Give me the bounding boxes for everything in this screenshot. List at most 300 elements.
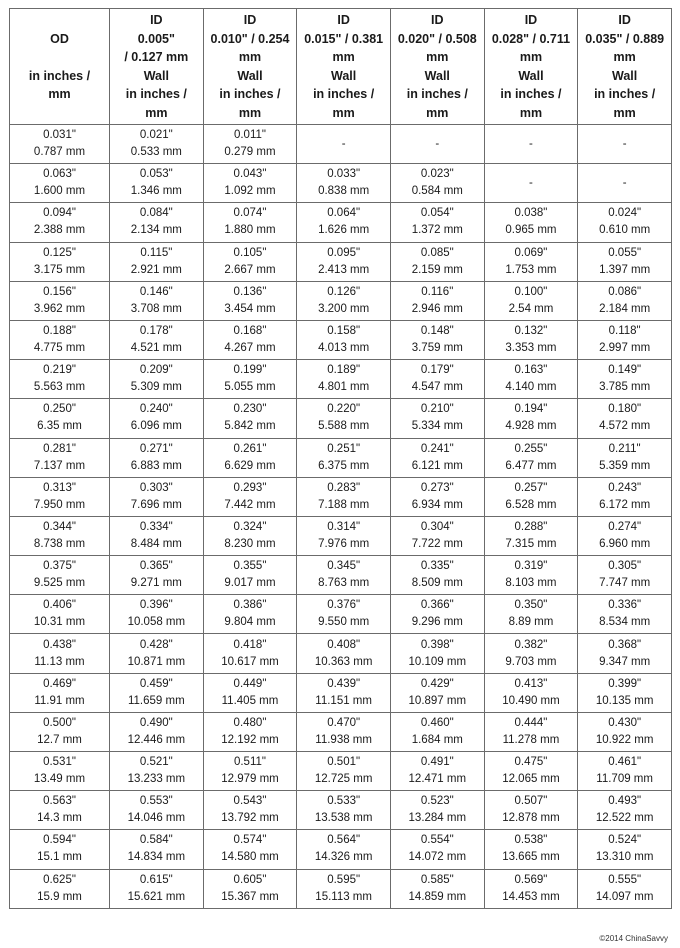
wall-cell xyxy=(110,673,204,712)
wall-cell xyxy=(203,360,297,399)
value-inches: 0.179" xyxy=(420,364,454,377)
value-mm: 3.785 mm xyxy=(599,381,651,394)
value-mm: 10.363 mm xyxy=(314,655,373,668)
wall-cell xyxy=(484,752,578,791)
wall-cell xyxy=(110,438,204,477)
value-inches: 0.168" xyxy=(233,325,267,338)
value-inches: 0.023" xyxy=(420,168,454,181)
value-inches: 0.188" xyxy=(43,325,76,338)
value-inches: 0.219" xyxy=(43,364,76,377)
value-mm: 2.997 mm xyxy=(599,342,651,355)
header-line: mm xyxy=(519,50,543,64)
wall-cell xyxy=(578,438,672,477)
wall-cell xyxy=(203,712,297,751)
wall-cell xyxy=(297,438,391,477)
wall-cell xyxy=(110,399,204,438)
value-mm: 13.310 mm xyxy=(595,851,654,864)
value-inches: 0.313" xyxy=(43,481,76,494)
wall-cell xyxy=(484,438,578,477)
header-line: Wall xyxy=(612,68,638,83)
value-mm: 2.54 mm xyxy=(508,302,554,315)
value-mm: 0.610 mm xyxy=(599,224,651,237)
table-row xyxy=(10,242,672,281)
value-inches: 0.523" xyxy=(420,795,454,808)
value-mm: 6.934 mm xyxy=(411,498,463,511)
value-inches: 0.146" xyxy=(139,285,173,298)
value-mm: 2.667 mm xyxy=(224,263,276,276)
value-inches: 0.480" xyxy=(233,716,267,729)
value-mm: 12.192 mm xyxy=(221,733,279,746)
wall-cell xyxy=(110,830,204,869)
wall-cell xyxy=(110,595,204,634)
value-mm: 13.538 mm xyxy=(314,812,373,825)
wall-cell xyxy=(390,556,484,595)
wall-cell xyxy=(484,125,578,164)
value-inches: 0.324" xyxy=(233,520,267,533)
value-inches: 0.084" xyxy=(139,207,173,220)
header-line: mm xyxy=(426,50,449,64)
header-id-4 xyxy=(390,9,484,125)
value-inches: 0.069" xyxy=(514,246,548,259)
value-inches: 0.355" xyxy=(233,560,267,573)
value-mm: 8.103 mm xyxy=(505,577,557,590)
value-mm: 8.230 mm xyxy=(224,537,276,550)
wall-cell xyxy=(390,712,484,751)
value-mm: 0.279 mm xyxy=(224,146,276,159)
value-mm: 2.946 mm xyxy=(411,302,463,315)
value-mm: 8.484 mm xyxy=(130,537,182,550)
table-row xyxy=(10,673,672,712)
header-line: Wall xyxy=(143,68,169,83)
value-inches: 0.011" xyxy=(233,129,266,142)
value-inches: 0.158" xyxy=(327,325,361,338)
value-inches: 0.335" xyxy=(420,560,454,573)
od-cell xyxy=(10,477,110,516)
value-inches: 0.491" xyxy=(420,756,454,769)
value-inches: 0.533" xyxy=(327,795,361,808)
value-mm: 1.372 mm xyxy=(411,224,463,237)
value-inches: 0.543" xyxy=(233,795,267,808)
value-inches: 0.194" xyxy=(514,403,548,416)
wall-cell xyxy=(484,242,578,281)
value-mm: 5.055 mm xyxy=(224,381,276,394)
wall-cell xyxy=(297,320,391,359)
value-mm: 3.962 mm xyxy=(33,302,86,315)
value-mm: 11.405 mm xyxy=(221,694,279,707)
wall-cell xyxy=(203,634,297,673)
value-mm: 6.172 mm xyxy=(599,498,651,511)
value-mm: 5.842 mm xyxy=(224,420,276,433)
value-mm: 1.684 mm xyxy=(411,733,463,746)
value-mm: 4.013 mm xyxy=(318,342,370,355)
value-inches: 0.156" xyxy=(43,285,76,298)
value-inches: 0.334" xyxy=(139,520,173,533)
value-mm: 7.696 mm xyxy=(130,498,182,511)
value-mm: 4.775 mm xyxy=(33,342,86,355)
value-mm: 15.1 mm xyxy=(37,851,82,864)
value-inches: 0.273" xyxy=(420,481,454,494)
value-inches: 0.021" xyxy=(139,129,173,142)
value-mm: 3.200 mm xyxy=(318,302,370,315)
header-id-1 xyxy=(110,9,204,125)
table-row xyxy=(10,164,672,203)
value-inches: 0.288" xyxy=(514,520,548,533)
value-mm: 15.113 mm xyxy=(315,890,372,903)
value-mm: 1.346 mm xyxy=(130,185,182,198)
wall-cell xyxy=(484,673,578,712)
wall-cell xyxy=(203,399,297,438)
value-inches: 0.105" xyxy=(233,246,267,259)
value-mm: 5.359 mm xyxy=(599,459,651,472)
header-line xyxy=(10,48,109,67)
value-mm: 11.659 mm xyxy=(127,694,185,707)
copyright-credit: ©2014 ChinaSavvy xyxy=(599,934,668,943)
table-row xyxy=(10,791,672,830)
wall-cell xyxy=(110,320,204,359)
value-inches: 0.490" xyxy=(139,716,173,729)
value-mm: 10.31 mm xyxy=(33,616,86,629)
header-id-2 xyxy=(203,9,297,125)
value-mm: 6.629 mm xyxy=(224,459,276,472)
value-inches: 0.211" xyxy=(608,442,641,455)
value-inches: 0.163" xyxy=(514,364,548,377)
od-cell xyxy=(10,438,110,477)
wall-cell xyxy=(110,477,204,516)
value-mm: 8.763 mm xyxy=(318,577,370,590)
value-mm: 7.747 mm xyxy=(599,577,651,590)
value-mm: 10.058 mm xyxy=(127,616,186,629)
wall-cell xyxy=(297,360,391,399)
od-cell xyxy=(10,164,110,203)
value-mm: 1.397 mm xyxy=(599,263,651,276)
value-inches: 0.136" xyxy=(233,285,267,298)
value-inches: 0.251" xyxy=(327,442,361,455)
value-mm: 14.834 mm xyxy=(127,851,186,864)
value-inches: 0.314" xyxy=(327,520,361,533)
value-inches: 0.303" xyxy=(139,481,173,494)
header-line: in inches / xyxy=(28,68,91,83)
table-row xyxy=(10,360,672,399)
value-mm: 14.072 mm xyxy=(408,851,467,864)
table-row xyxy=(10,399,672,438)
value-inches: 0.189" xyxy=(327,364,361,377)
value-inches: 0.148" xyxy=(420,325,454,338)
value-mm: 9.550 mm xyxy=(318,616,370,629)
value-mm: 15.9 mm xyxy=(37,890,82,903)
header-id-5 xyxy=(484,9,578,125)
wall-cell xyxy=(110,516,204,555)
od-cell xyxy=(10,869,110,908)
wall-cell xyxy=(203,830,297,869)
wall-cell xyxy=(203,125,297,164)
header-line: Wall xyxy=(237,68,263,83)
wall-cell xyxy=(390,869,484,908)
table-row xyxy=(10,869,672,908)
value-mm: 4.521 mm xyxy=(130,342,182,355)
value-mm: 3.759 mm xyxy=(411,342,463,355)
value-inches: 0.521" xyxy=(139,756,173,769)
value-mm: 14.3 mm xyxy=(37,812,82,825)
wall-cell xyxy=(110,203,204,242)
table-row xyxy=(10,320,672,359)
wall-cell xyxy=(203,752,297,791)
header-line: ID xyxy=(524,13,538,27)
table-row xyxy=(10,595,672,634)
value-inches: 0.304" xyxy=(420,520,454,533)
value-inches: 0.255" xyxy=(514,442,548,455)
empty-dash: - xyxy=(529,137,533,150)
value-mm: 0.533 mm xyxy=(130,146,182,159)
value-inches: 0.031" xyxy=(43,129,76,142)
value-mm: 14.326 mm xyxy=(314,851,373,864)
wall-cell xyxy=(578,830,672,869)
wall-cell xyxy=(297,477,391,516)
value-inches: 0.408" xyxy=(327,638,361,651)
value-inches: 0.118" xyxy=(608,325,641,338)
value-inches: 0.240" xyxy=(139,403,173,416)
value-mm: 9.347 mm xyxy=(599,655,651,668)
wall-cell xyxy=(390,830,484,869)
wall-cell xyxy=(484,791,578,830)
wall-cell xyxy=(203,438,297,477)
wall-cell xyxy=(203,556,297,595)
wall-cell xyxy=(390,203,484,242)
value-inches: 0.475" xyxy=(514,756,548,769)
wall-cell xyxy=(110,869,204,908)
value-inches: 0.220" xyxy=(327,403,361,416)
wall-cell xyxy=(484,634,578,673)
wall-cell xyxy=(484,477,578,516)
value-inches: 0.293" xyxy=(233,481,267,494)
value-inches: 0.595" xyxy=(327,873,361,886)
value-inches: 0.366" xyxy=(420,599,454,612)
value-inches: 0.344" xyxy=(43,520,76,533)
header-line: mm xyxy=(238,50,262,64)
value-inches: 0.336" xyxy=(608,599,642,612)
tube-size-table xyxy=(9,8,672,909)
wall-cell xyxy=(203,203,297,242)
value-mm: 0.584 mm xyxy=(411,185,463,198)
value-inches: 0.365" xyxy=(139,560,173,573)
value-inches: 0.100" xyxy=(514,285,548,298)
value-mm: 8.89 mm xyxy=(508,616,554,629)
value-mm: 8.509 mm xyxy=(411,577,463,590)
wall-cell xyxy=(578,516,672,555)
wall-cell xyxy=(110,556,204,595)
value-inches: 0.396" xyxy=(139,599,173,612)
wall-cell xyxy=(390,477,484,516)
value-inches: 0.149" xyxy=(608,364,642,377)
value-inches: 0.574" xyxy=(233,834,267,847)
header-line: OD xyxy=(50,31,69,46)
wall-cell xyxy=(484,399,578,438)
value-mm: 14.097 mm xyxy=(595,890,654,903)
wall-cell xyxy=(203,791,297,830)
value-inches: 0.625" xyxy=(43,873,76,886)
value-mm: 5.588 mm xyxy=(318,420,370,433)
value-inches: 0.095" xyxy=(327,246,361,259)
value-mm: 14.046 mm xyxy=(127,812,186,825)
table-row xyxy=(10,556,672,595)
value-mm: 10.490 mm xyxy=(502,694,560,707)
value-mm: 13.665 mm xyxy=(502,851,560,864)
value-mm: 4.928 mm xyxy=(505,420,557,433)
value-mm: 6.375 mm xyxy=(318,459,370,472)
value-inches: 0.064" xyxy=(327,207,361,220)
header-line: ID xyxy=(243,13,257,27)
value-inches: 0.178" xyxy=(139,325,173,338)
wall-cell xyxy=(297,869,391,908)
wall-cell xyxy=(297,791,391,830)
od-cell xyxy=(10,634,110,673)
value-inches: 0.429" xyxy=(420,677,454,690)
header-line: mm xyxy=(613,50,636,64)
value-mm: 3.353 mm xyxy=(505,342,557,355)
wall-cell xyxy=(484,320,578,359)
header-line: 0.028" / 0.711 xyxy=(491,31,571,46)
value-mm: 5.334 mm xyxy=(411,420,463,433)
wall-cell xyxy=(203,673,297,712)
header-od xyxy=(10,9,110,125)
value-mm: 2.184 mm xyxy=(599,302,651,315)
header-line: in inches / xyxy=(594,87,656,101)
value-inches: 0.500" xyxy=(43,716,76,729)
header-line: ID xyxy=(150,13,163,27)
wall-cell xyxy=(578,595,672,634)
value-inches: 0.531" xyxy=(43,756,76,769)
value-inches: 0.511" xyxy=(233,756,266,769)
wall-cell xyxy=(390,281,484,320)
value-mm: 11.278 mm xyxy=(502,733,560,746)
header-line: ID xyxy=(431,13,444,27)
header-line: in inches / xyxy=(219,87,281,101)
table-row xyxy=(10,752,672,791)
value-mm: 13.49 mm xyxy=(33,773,86,786)
value-mm: 9.804 mm xyxy=(224,616,276,629)
value-mm: 1.880 mm xyxy=(224,224,276,237)
value-inches: 0.386" xyxy=(233,599,267,612)
wall-cell xyxy=(297,242,391,281)
value-inches: 0.507" xyxy=(514,795,548,808)
table-row xyxy=(10,477,672,516)
header-line: Wall xyxy=(518,68,544,83)
wall-cell xyxy=(390,242,484,281)
value-inches: 0.569" xyxy=(514,873,548,886)
value-mm: 7.137 mm xyxy=(33,459,86,472)
wall-cell xyxy=(578,791,672,830)
value-inches: 0.210" xyxy=(420,403,454,416)
value-inches: 0.116" xyxy=(421,285,454,298)
wall-cell xyxy=(578,125,672,164)
wall-cell xyxy=(484,556,578,595)
header-line: in inches / xyxy=(313,87,375,101)
header-line: in inches / xyxy=(406,87,468,101)
value-mm: 7.722 mm xyxy=(411,537,463,550)
value-inches: 0.449" xyxy=(233,677,267,690)
od-cell xyxy=(10,791,110,830)
value-mm: 6.960 mm xyxy=(599,537,651,550)
wall-cell xyxy=(110,242,204,281)
wall-cell xyxy=(390,673,484,712)
wall-cell xyxy=(484,360,578,399)
value-inches: 0.418" xyxy=(233,638,267,651)
value-mm: 10.617 mm xyxy=(221,655,279,668)
od-cell xyxy=(10,320,110,359)
od-cell xyxy=(10,281,110,320)
value-inches: 0.243" xyxy=(608,481,642,494)
header-line: mm xyxy=(613,105,636,120)
header-line: mm xyxy=(426,105,449,120)
value-inches: 0.283" xyxy=(327,481,361,494)
wall-cell xyxy=(578,203,672,242)
value-mm: 6.35 mm xyxy=(37,420,82,433)
value-inches: 0.055" xyxy=(608,246,642,259)
value-mm: 11.13 mm xyxy=(34,655,85,668)
value-inches: 0.261" xyxy=(233,442,267,455)
value-mm: 4.801 mm xyxy=(318,381,370,394)
value-inches: 0.470" xyxy=(327,716,361,729)
header-line: / 0.127 mm xyxy=(124,50,189,64)
value-inches: 0.555" xyxy=(608,873,642,886)
value-inches: 0.271" xyxy=(139,442,173,455)
value-mm: 11.91 mm xyxy=(34,694,85,707)
header-line: Wall xyxy=(424,68,450,83)
header-id-3 xyxy=(297,9,391,125)
header-line: in inches / xyxy=(500,87,562,101)
value-inches: 0.469" xyxy=(43,677,76,690)
value-inches: 0.564" xyxy=(327,834,361,847)
value-inches: 0.199" xyxy=(233,364,267,377)
value-inches: 0.274" xyxy=(608,520,642,533)
table-row xyxy=(10,712,672,751)
header-line: 0.005" xyxy=(137,31,175,46)
value-mm: 1.626 mm xyxy=(318,224,370,237)
wall-cell xyxy=(578,634,672,673)
value-mm: 0.838 mm xyxy=(318,185,370,198)
value-mm: 9.271 mm xyxy=(130,577,182,590)
value-mm: 0.965 mm xyxy=(505,224,557,237)
wall-cell xyxy=(297,203,391,242)
value-inches: 0.398" xyxy=(420,638,454,651)
header-line: mm xyxy=(519,105,543,120)
value-inches: 0.305" xyxy=(608,560,642,573)
value-inches: 0.461" xyxy=(608,756,642,769)
value-inches: 0.043" xyxy=(233,168,267,181)
value-mm: 4.572 mm xyxy=(599,420,651,433)
value-mm: 12.979 mm xyxy=(221,773,279,786)
wall-cell xyxy=(578,360,672,399)
value-mm: 1.600 mm xyxy=(33,185,86,198)
header-line: mm xyxy=(48,87,71,101)
value-mm: 9.525 mm xyxy=(33,577,86,590)
wall-cell xyxy=(203,242,297,281)
wall-cell xyxy=(297,634,391,673)
value-mm: 7.315 mm xyxy=(505,537,557,550)
table-row xyxy=(10,438,672,477)
wall-cell xyxy=(203,516,297,555)
value-inches: 0.241" xyxy=(420,442,454,455)
table-row xyxy=(10,634,672,673)
value-mm: 6.096 mm xyxy=(130,420,182,433)
value-inches: 0.382" xyxy=(514,638,548,651)
value-mm: 12.878 mm xyxy=(502,812,560,825)
wall-cell xyxy=(484,830,578,869)
value-mm: 12.522 mm xyxy=(595,812,654,825)
value-inches: 0.132" xyxy=(514,325,548,338)
wall-cell xyxy=(484,203,578,242)
value-mm: 14.580 mm xyxy=(221,851,279,864)
od-cell xyxy=(10,712,110,751)
